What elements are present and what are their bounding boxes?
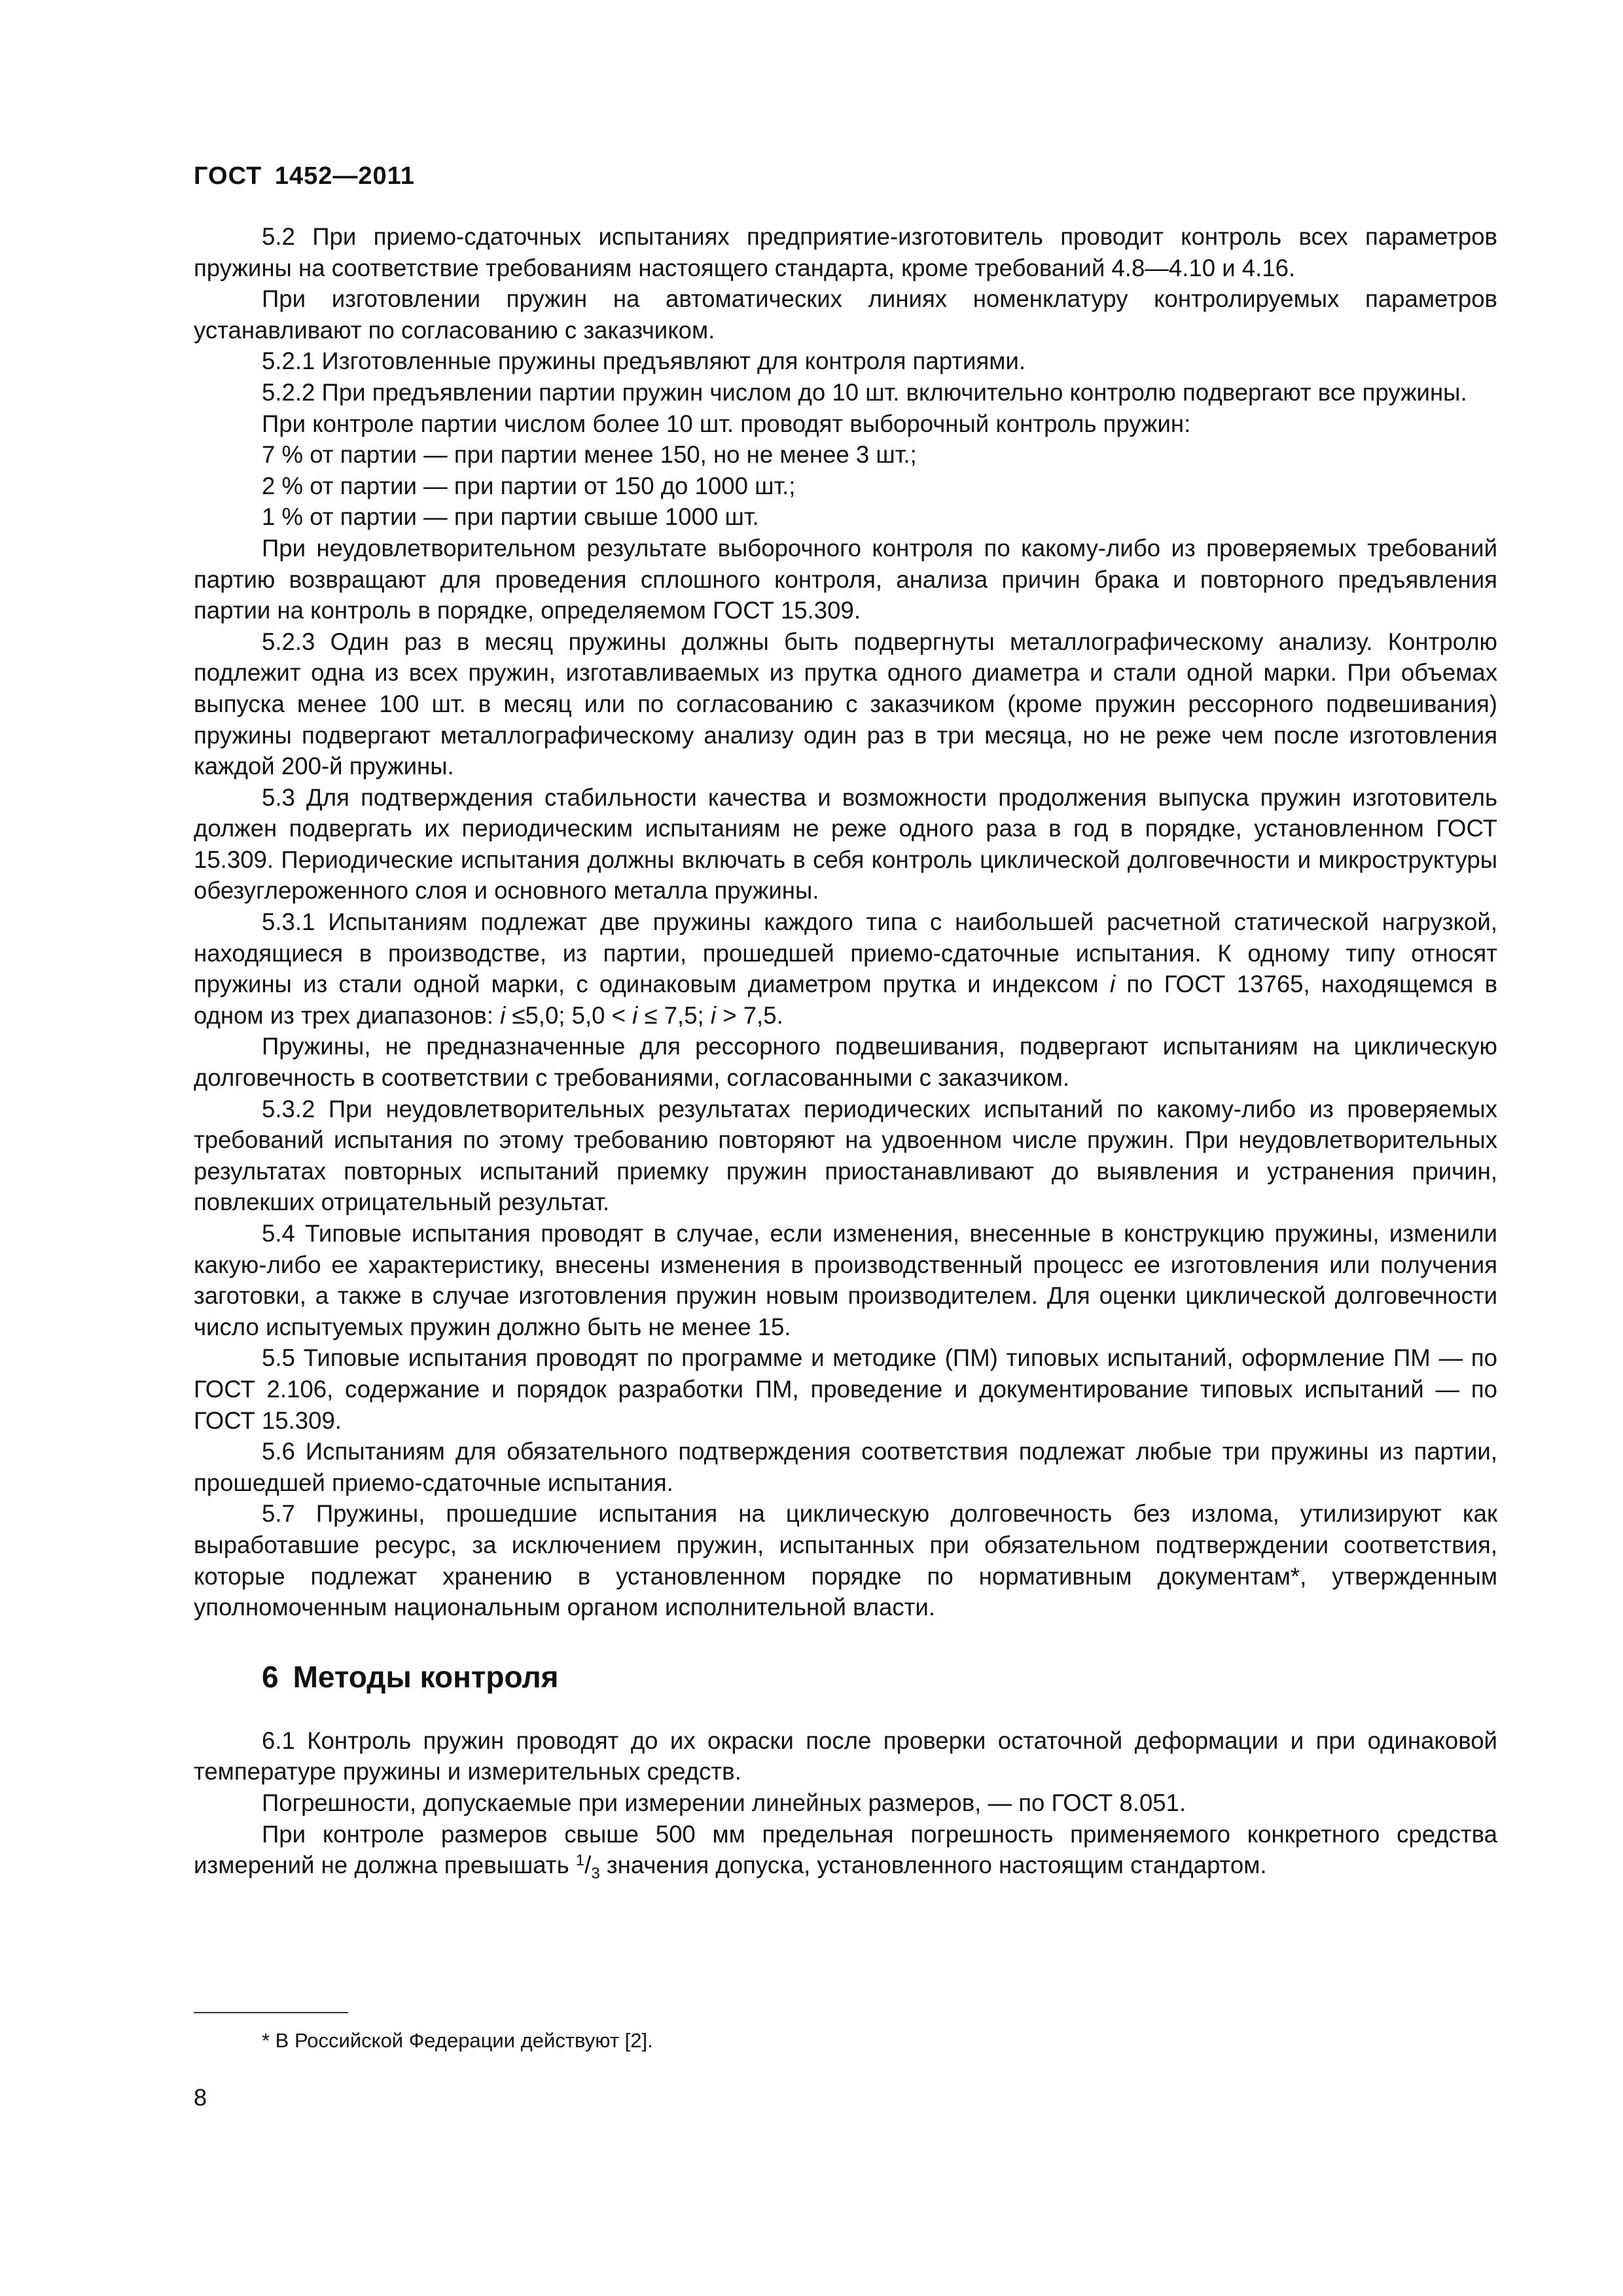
section-heading bbox=[194, 1659, 1497, 1695]
footnote-divider bbox=[194, 2012, 348, 2013]
paragraph-5-5: 5.5 Типовые испытания проводят по программе и методике (ПМ) типовых испытаний, оформление ПМ — по ГОСТ 2.106, содержание и порядок разработки ПМ, проведение и документирование типовых испытаний — по ГОСТ 15.309. bbox=[194, 1344, 1497, 1434]
paragraph-5-2-1: 5.2.1 Изготовленные пружины предъявляют для контроля партиями. bbox=[262, 348, 1026, 375]
paragraph: Погрешности, допускаемые при измерении линейных размеров, — по ГОСТ 8.051. bbox=[262, 1789, 1186, 1816]
section-number: 6 bbox=[262, 1659, 279, 1694]
document-header: ГОСТ 1452—2011 bbox=[194, 162, 415, 190]
index-variable: i bbox=[1109, 971, 1116, 998]
text-run: по ГОСТ 13765, находящемся в одном из трех диапазонов: bbox=[194, 971, 1497, 1029]
page-number: 8 bbox=[194, 2084, 207, 2111]
list-item: 7 % от партии — при партии менее 150, но не менее 3 шт.; bbox=[262, 441, 917, 469]
paragraph-5-6: 5.6 Испытаниям для обязательного подтверждения соответствия подлежат любые три пружины из партии, прошедшей приемо-сдаточные испытания. bbox=[194, 1438, 1497, 1496]
paragraph: При изготовлении пружин на автоматических линиях номенклатуру контролируемых параметров устанавливают по согласованию с заказчиком. bbox=[194, 285, 1497, 344]
paragraph-5-3-1 bbox=[194, 906, 1497, 1031]
paragraph-5-7: 5.7 Пружины, прошедшие испытания на циклическую долговечность без излома, утилизируют как выработавшие ресурс, за исключением пружин, испытанных при обязательном подтверждении соответствия, которые подлежат хранению в установленном порядке по нормативным документам*, утвержденным уполномоченным национальным органом исполнительной власти. bbox=[194, 1500, 1497, 1621]
paragraph-5-2-3: 5.2.3 Один раз в месяц пружины должны быть подвергнуты металлографическому анализу. Контролю подлежит одна из всех пружин, изготавливаемых из прутка одного диаметра и стали одной марки. При объемах выпуска менее 100 шт. в месяц или по согласованию с заказчиком (кроме пружин рессорного подвешивания) пружины подвергают металлографическому анализу один раз в три месяца, но не реже чем после изготовления каждой 200-й пружины. bbox=[194, 628, 1497, 780]
paragraph-6-1: 6.1 Контроль пружин проводят до их окраски после проверки остаточной деформации и при одинаковой температуре пружины и измерительных средств. bbox=[194, 1727, 1497, 1785]
paragraph: Пружины, не предназначенные для рессорного подвешивания, подвергают испытаниям на циклическую долговечность в соответствии с требованиями, согласованными с заказчиком. bbox=[194, 1033, 1497, 1092]
list-item: 1 % от партии — при партии свыше 1000 шт. bbox=[262, 503, 759, 531]
index-variable: i bbox=[500, 1001, 506, 1029]
text-run: > 7,5. bbox=[716, 1001, 783, 1029]
fraction-slash: / bbox=[584, 1852, 592, 1879]
paragraph: При неудовлетворительном результате выборочного контроля по какому-либо из проверяемых требований партию возвращают для проведения сплошного контроля, анализа причин брака и повторного предъявления партии на контроль в порядке, определяемом ГОСТ 15.309. bbox=[194, 534, 1497, 624]
list-item: 2 % от партии — при партии от 150 до 1000 шт.; bbox=[262, 472, 796, 499]
fraction-numerator: 1 bbox=[575, 1852, 585, 1870]
document-body bbox=[194, 221, 1497, 1881]
fraction-denominator: 3 bbox=[591, 1865, 600, 1883]
text-run: значения допуска, установленного настоящим стандартом. bbox=[599, 1852, 1267, 1879]
text-run: 5.3.1 Испытаниям подлежат две пружины каждого типа с наибольшей расчетной статической нагрузкой, находящиеся в производстве, из партии, прошедшей приемо-сдаточные испытания. К одному типу относят пружины из стали одной марки, с одинаковым диаметром прутка и индексом bbox=[194, 908, 1497, 998]
paragraph bbox=[194, 1819, 1497, 1881]
footnote: * В Российской Федерации действуют [2]. bbox=[262, 2029, 653, 2052]
index-variable: i bbox=[632, 1001, 638, 1029]
text-run: При контроле размеров свыше 500 мм предельная погрешность применяемого конкретного средства измерений не должна превышать bbox=[194, 1820, 1497, 1879]
paragraph-5-3-2: 5.3.2 При неудовлетворительных результатах периодических испытаний по какому-либо из проверяемых требований испытания по этому требованию повторяют на удвоенном числе пружин. При неудовлетворительных результатах повторных испытаний приемку пружин приостанавливают до выявления и устранения причин, повлекших отрицательный результат. bbox=[194, 1095, 1497, 1216]
index-variable: i bbox=[710, 1001, 717, 1029]
text-run: ≤5,0; 5,0 < bbox=[512, 1001, 633, 1029]
paragraph-5-4: 5.4 Типовые испытания проводят в случае, если изменения, внесенные в конструкцию пружины, изменили какую-либо ее характеристику, внесены изменения в производственный процесс ее изготовления или получения заготовки, а также в случае изготовления пружин новым производителем. Для оценки циклической долговечности число испытуемых пружин должно быть не менее 15. bbox=[194, 1220, 1497, 1340]
section-title: Методы контроля bbox=[293, 1659, 559, 1694]
paragraph-5-2: 5.2 При приемо-сдаточных испытаниях предприятие-изготовитель проводит контроль всех параметров пружины на соответствие требованиям настоящего стандарта, кроме требований 4.8—4.10 и 4.16. bbox=[194, 223, 1497, 281]
paragraph: При контроле партии числом более 10 шт. проводят выборочный контроль пружин: bbox=[262, 410, 1191, 437]
text-run: ≤ 7,5; bbox=[637, 1001, 711, 1029]
paragraph-5-3: 5.3 Для подтверждения стабильности качества и возможности продолжения выпуска пружин изготовитель должен подвергать их периодическим испытаниям не реже одного раза в год в порядке, установленном ГОСТ 15.309. Периодические испытания должны включать в себя контроль циклической долговечности и микроструктуры обезуглероженного слоя и основного металла пружины. bbox=[194, 783, 1497, 905]
paragraph-5-2-2: 5.2.2 При предъявлении партии пружин числом до 10 шт. включительно контролю подвергают все пружины. bbox=[262, 378, 1467, 406]
